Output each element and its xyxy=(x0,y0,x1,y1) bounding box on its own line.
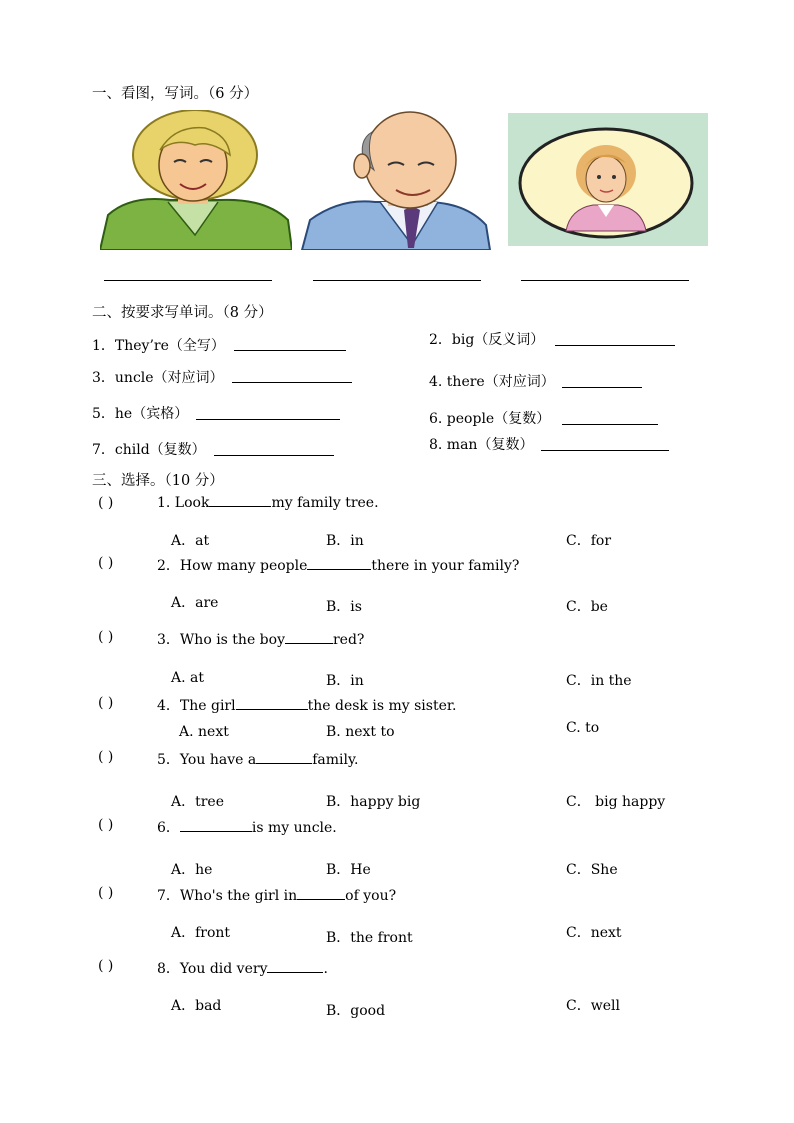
option-c[interactable]: C．for xyxy=(566,533,612,549)
word-blank-8[interactable] xyxy=(541,450,669,451)
option-a[interactable]: A．bad xyxy=(171,998,222,1014)
word-blank-2[interactable] xyxy=(555,345,675,346)
question-text: family. xyxy=(312,752,359,768)
question-blank[interactable] xyxy=(236,709,308,710)
option-a[interactable]: A．front xyxy=(171,925,231,941)
word-item-6: 6. people（复数） xyxy=(429,411,551,427)
word-blank-1[interactable] xyxy=(234,350,346,351)
question-text: 3．Who is the boy xyxy=(157,632,285,648)
word-blank-5[interactable] xyxy=(196,419,340,420)
option-a[interactable]: A．are xyxy=(171,595,219,611)
option-b[interactable]: B．the front xyxy=(326,930,413,946)
question-text: 4．The girl xyxy=(157,698,236,714)
question-text: is my uncle. xyxy=(251,820,337,836)
question-text: red? xyxy=(332,632,365,648)
question-text: 2．How many people xyxy=(157,558,308,574)
word-item-1: 1．They’re（全写） xyxy=(92,338,225,354)
question-blank[interactable] xyxy=(285,643,333,644)
aunt-picture xyxy=(508,113,708,246)
option-a[interactable]: A．tree xyxy=(171,794,224,810)
question-2-stem xyxy=(157,555,519,575)
question-text: there in your family? xyxy=(371,558,520,574)
option-b[interactable]: B．in xyxy=(326,673,364,689)
word-blank-6[interactable] xyxy=(562,424,658,425)
answer-paren[interactable]: ( ) xyxy=(98,629,114,645)
answer-paren[interactable]: ( ) xyxy=(98,495,114,511)
question-1-stem xyxy=(157,495,379,511)
answer-paren[interactable]: ( ) xyxy=(98,817,114,833)
question-blank[interactable] xyxy=(307,569,371,570)
question-5-stem xyxy=(157,749,358,769)
question-6-stem xyxy=(157,817,337,837)
question-blank[interactable] xyxy=(256,763,312,764)
answer-line-2[interactable] xyxy=(313,280,481,281)
word-item-8: 8. man（复数） xyxy=(429,437,534,453)
question-text: 6． xyxy=(157,820,180,836)
word-item-5: 5．he（宾格） xyxy=(92,406,189,422)
option-b[interactable]: B．happy big xyxy=(326,794,421,810)
option-c[interactable]: C．be xyxy=(566,599,608,615)
option-c[interactable]: C．She xyxy=(566,862,618,878)
section-1-title: 一、看图，写词。（6 分） xyxy=(92,86,259,102)
question-blank[interactable] xyxy=(180,831,252,832)
grandma-picture xyxy=(100,110,292,250)
option-c[interactable]: C. to xyxy=(566,720,600,736)
question-8-stem xyxy=(157,958,328,978)
answer-line-1[interactable] xyxy=(104,280,272,281)
answer-paren[interactable]: ( ) xyxy=(98,555,114,571)
option-b[interactable]: B．is xyxy=(326,599,362,615)
question-text: 8．You did very xyxy=(157,961,268,977)
option-b[interactable]: B．He xyxy=(326,862,371,878)
word-blank-7[interactable] xyxy=(214,455,334,456)
question-3-stem xyxy=(157,629,364,649)
section-2-title: 二、按要求写单词。（8 分） xyxy=(92,305,273,321)
grandpa-picture xyxy=(300,110,492,250)
answer-paren[interactable]: ( ) xyxy=(98,749,114,765)
option-b[interactable]: B. next to xyxy=(326,724,395,740)
question-4-stem xyxy=(157,695,456,715)
word-item-7: 7．child（复数） xyxy=(92,442,206,458)
answer-line-3[interactable] xyxy=(521,280,689,281)
option-a[interactable]: A. next xyxy=(179,724,229,740)
question-text: 5．You have a xyxy=(157,752,257,768)
question-text: of you? xyxy=(345,888,397,904)
question-blank[interactable] xyxy=(267,972,323,973)
question-blank[interactable] xyxy=(297,899,345,900)
section-3-title: 三、选择。（10 分） xyxy=(92,473,224,489)
option-a[interactable]: A．he xyxy=(171,862,213,878)
question-blank[interactable] xyxy=(209,506,271,507)
question-text: 1. Look xyxy=(157,495,210,511)
option-a[interactable]: A. at xyxy=(171,670,204,686)
word-item-2: 2．big（反义词） xyxy=(429,332,545,348)
question-7-stem xyxy=(157,885,396,905)
answer-paren[interactable]: ( ) xyxy=(98,958,114,974)
answer-paren[interactable]: ( ) xyxy=(98,885,114,901)
word-item-4: 4. there（对应词） xyxy=(429,374,555,390)
option-c[interactable]: C．in the xyxy=(566,673,632,689)
option-c[interactable]: C．well xyxy=(566,998,620,1014)
word-blank-4[interactable] xyxy=(562,387,642,388)
word-blank-3[interactable] xyxy=(232,382,352,383)
question-text: . xyxy=(323,961,328,977)
answer-paren[interactable]: ( ) xyxy=(98,695,114,711)
option-a[interactable]: A．at xyxy=(171,533,210,549)
option-b[interactable]: B．in xyxy=(326,533,364,549)
word-item-3: 3．uncle（对应词） xyxy=(92,370,224,386)
option-c[interactable]: C．next xyxy=(566,925,622,941)
question-text: my family tree. xyxy=(271,495,379,511)
option-b[interactable]: B．good xyxy=(326,1003,386,1019)
question-text: the desk is my sister. xyxy=(307,698,457,714)
question-text: 7．Who's the girl in xyxy=(157,888,298,904)
option-c[interactable]: C． big happy xyxy=(566,794,666,810)
